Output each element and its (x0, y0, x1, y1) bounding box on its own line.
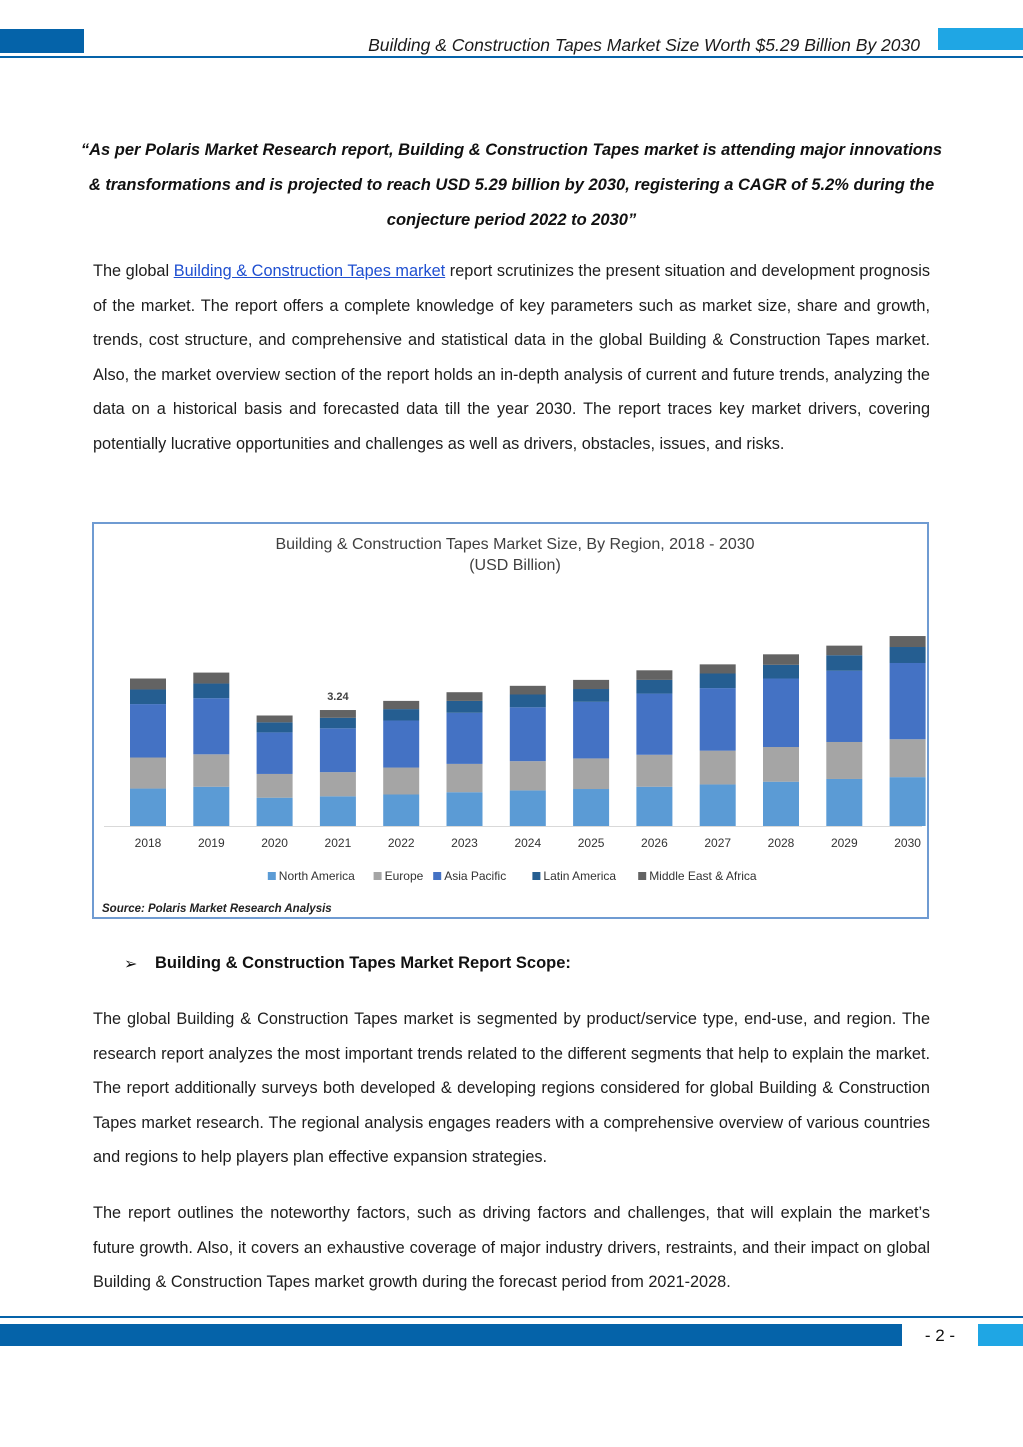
market-report-link[interactable]: Building & Construction Tapes market (173, 262, 446, 280)
bar-segment-2023-4 (447, 692, 483, 701)
bar-segment-2029-2 (826, 671, 862, 742)
bar-segment-2030-0 (890, 777, 926, 826)
chart-title: Building & Construction Tapes Market Size, By Region, 2018 - 2030 (275, 536, 755, 553)
x-tick-label: 2026 (641, 836, 668, 850)
intro-suffix: report scrutinizes the present situation and development prognosis of the market. The report offers a complete knowledge of key parameters such as market size, share and growth, trends, cost structure, and comprehensive and statistical data in the global Building & Construction Tapes market. Also, the market overview section of the report holds an in-depth analysis of current and future trends, analyzing the data on a historical basis and forecasted data till the year 2030. The report traces key market drivers, covering potentially lucrative opportunities and challenges as well as drivers, obstacles, issues, and risks. (93, 262, 930, 453)
x-tick-label: 2023 (451, 836, 478, 850)
bar-segment-2028-0 (763, 782, 799, 826)
legend-swatch (268, 872, 276, 880)
bar-segment-2018-3 (130, 689, 166, 704)
bar-segment-2025-1 (573, 758, 609, 789)
bar-segment-2026-1 (636, 755, 672, 787)
bar-segment-2022-3 (383, 709, 419, 720)
arrow-bullet-icon: ➢ (124, 956, 138, 973)
bar-segment-2018-2 (130, 704, 166, 757)
bar-segment-2020-3 (257, 722, 293, 732)
bar-segment-2030-2 (890, 663, 926, 739)
bar-segment-2029-1 (826, 742, 862, 779)
x-tick-label: 2021 (324, 836, 352, 850)
scope-paragraph-1: The global Building & Construction Tapes market is segmented by product/service type, end-use, and region. The research report analyzes the most important trends related to the different segments that help to explain the market. The report additionally surveys both developed & developing regions considered for global Building & Construction Tapes market research. The regional analysis engages readers with a comprehensive overview of various countries and regions to help players plan effective expansion strategies. (93, 1010, 930, 1167)
bar-segment-2023-2 (447, 713, 483, 764)
bar-segment-2020-4 (257, 716, 293, 723)
pull-quote: “As per Polaris Market Research report, Building & Construction Tapes market is attending major innovations & transformations and is projected to reach USD 5.29 billion by 2030, registering a CAGR of 5.2% during the conjecture period 2022 to 2030” (80, 141, 943, 229)
bar-segment-2025-3 (573, 689, 609, 702)
bar-segment-2018-1 (130, 758, 166, 789)
x-tick-label: 2027 (704, 836, 732, 850)
bar-segment-2026-2 (636, 694, 672, 755)
bar-segment-2021-4 (320, 710, 356, 718)
x-tick-label: 2018 (134, 836, 162, 850)
scope-heading: Building & Construction Tapes Market Report Scope: (155, 954, 571, 972)
bar-segment-2022-2 (383, 721, 419, 768)
bar-segment-2023-0 (447, 792, 483, 826)
chart-frame (92, 522, 929, 919)
bar-segment-2028-1 (763, 747, 799, 782)
footer-accent-bar (0, 1324, 902, 1346)
bar-segment-2027-4 (700, 664, 736, 673)
legend-label: Middle East & Africa (649, 869, 757, 883)
legend-swatch (532, 872, 540, 880)
bar-segment-2029-4 (826, 646, 862, 656)
legend-label: Asia Pacific (444, 869, 507, 883)
bar-segment-2026-0 (636, 787, 672, 826)
bar-segment-2028-4 (763, 654, 799, 665)
bar-segment-2019-1 (193, 754, 229, 786)
bar-segment-2019-0 (193, 787, 229, 826)
bar-segment-2025-0 (573, 789, 609, 826)
bar-segment-2028-3 (763, 665, 799, 679)
legend-label: Europe (384, 869, 424, 883)
bar-segment-2027-3 (700, 673, 736, 688)
chart-subtitle: (USD Billion) (469, 557, 561, 574)
bar-segment-2018-4 (130, 679, 166, 690)
bar-segment-2028-2 (763, 679, 799, 747)
bar-segment-2021-1 (320, 772, 356, 796)
bar-segment-2022-4 (383, 701, 419, 709)
bar-segment-2021-0 (320, 796, 356, 826)
data-label: 3.24 (327, 691, 349, 704)
bar-segment-2029-0 (826, 779, 862, 826)
bar-segment-2024-1 (510, 761, 546, 790)
bar-segment-2027-0 (700, 784, 736, 826)
bar-segment-2019-4 (193, 673, 229, 684)
bar-segment-2030-4 (890, 636, 926, 647)
bar-segment-2020-0 (257, 798, 293, 826)
x-tick-label: 2028 (767, 836, 795, 850)
bar-segment-2024-4 (510, 686, 546, 695)
x-tick-label: 2019 (197, 836, 225, 850)
bar-segment-2025-4 (573, 680, 609, 689)
legend-label: Latin America (543, 869, 617, 883)
bar-segment-2029-3 (826, 655, 862, 671)
page-number: - 2 - (924, 1326, 956, 1345)
x-tick-label: 2022 (387, 836, 415, 850)
legend-swatch (638, 872, 646, 880)
footer-accent-right (978, 1324, 1023, 1346)
scope-paragraph-2: The report outlines the noteworthy factors, such as driving factors and challenges, that will explain the market’s future growth. Also, it covers an exhaustive coverage of major industry drivers, restraints, and their impact on global Building & Construction Tapes market growth during the forecast period from 2021-2028. (93, 1204, 930, 1292)
bar-segment-2030-3 (890, 647, 926, 663)
bar-segment-2024-2 (510, 707, 546, 761)
header-rule (0, 56, 1023, 58)
header-accent-right (938, 28, 1023, 50)
legend-label: North America (278, 869, 355, 883)
x-tick-label: 2020 (261, 836, 288, 850)
bar-segment-2024-0 (510, 790, 546, 826)
x-tick-label: 2030 (894, 836, 921, 850)
footer-rule (0, 1316, 1023, 1318)
bar-segment-2026-3 (636, 680, 672, 694)
intro-prefix: The global (93, 262, 174, 280)
header-title: Building & Construction Tapes Market Size Worth $5.29 Billion By 2030 (368, 35, 920, 55)
market-size-chart (94, 524, 927, 917)
x-tick-label: 2025 (577, 836, 605, 850)
bar-segment-2020-1 (257, 774, 293, 798)
bar-segment-2019-2 (193, 698, 229, 754)
bar-segment-2021-2 (320, 728, 356, 772)
bar-segment-2022-0 (383, 794, 419, 826)
bar-segment-2023-1 (447, 764, 483, 792)
bar-segment-2025-2 (573, 702, 609, 759)
legend-swatch (374, 872, 382, 880)
bar-segment-2024-3 (510, 694, 546, 707)
bar-segment-2023-3 (447, 701, 483, 713)
bar-segment-2018-0 (130, 789, 166, 826)
bar-segment-2022-1 (383, 768, 419, 795)
x-tick-label: 2024 (514, 836, 542, 850)
bar-segment-2026-4 (636, 670, 672, 680)
bar-segment-2030-1 (890, 739, 926, 777)
bar-segment-2021-3 (320, 718, 356, 729)
bar-segment-2027-1 (700, 751, 736, 785)
header-accent-left (0, 29, 84, 53)
bar-segment-2019-3 (193, 684, 229, 699)
legend-swatch (433, 872, 441, 880)
bar-segment-2020-2 (257, 732, 293, 774)
intro-paragraph (93, 254, 930, 462)
chart-source: Source: Polaris Market Research Analysis (102, 903, 332, 915)
bar-segment-2027-2 (700, 688, 736, 751)
x-tick-label: 2029 (830, 836, 858, 850)
